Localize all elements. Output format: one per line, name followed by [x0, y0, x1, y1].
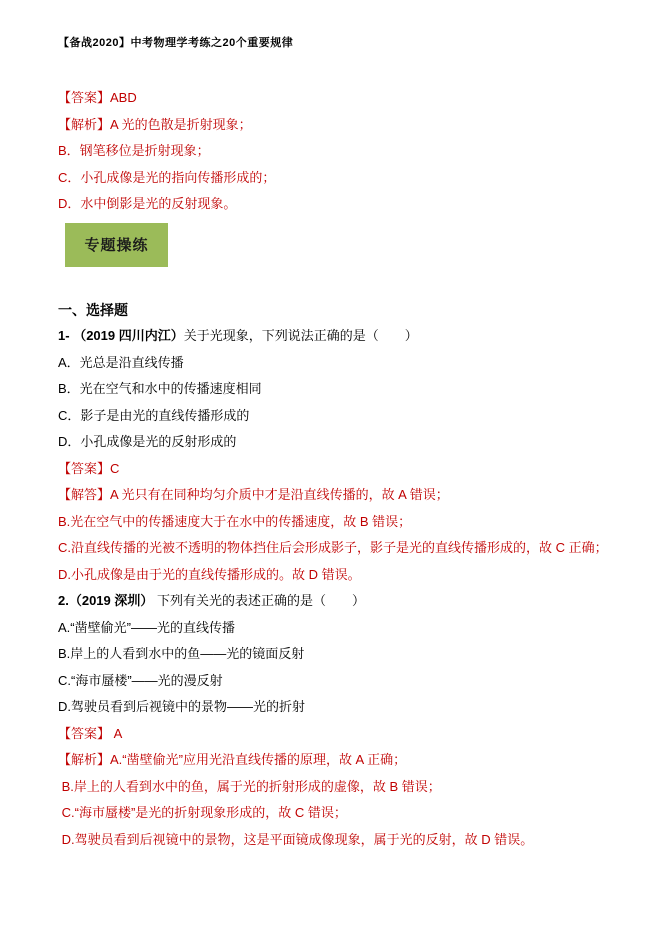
question-2-explanation-c: C.“海市蜃楼”是光的折射现象形成的，故 C 错误；	[58, 805, 347, 820]
intro-answer-line: 【答案】ABD	[58, 90, 137, 105]
question-1-explanation-b: B.光在空气中的传播速度大于在水中的传播速度，故 B 错误；	[58, 513, 412, 529]
question-2-explanation-d: D.驾驶员看到后视镜中的景物，这是平面镜成像现象，属于光的反射，故 D 错误。	[58, 831, 534, 847]
question-1-option-a: A．光总是沿直线传播	[58, 354, 184, 370]
question-2-number: 2.	[58, 593, 69, 608]
question-1-option-c: C．影子是由光的直线传播形成的	[58, 407, 250, 423]
question-1-block	[58, 323, 621, 588]
question-1-source: （2019 四川内江）	[73, 328, 184, 343]
question-1-stem-text: 关于光现象，下列说法正确的是（ ）	[183, 328, 418, 343]
intro-solution-block	[58, 85, 621, 218]
question-2-source: （2019 深圳）	[68, 593, 154, 608]
question-1-explanation-c: C.沿直线传播的光被不透明的物体挡住后会形成影子，影子是光的直线传播形成的，故 C 正确；	[58, 540, 608, 555]
intro-explanation-line-c: C．小孔成像是光的指向传播形成的；	[58, 169, 276, 185]
question-1-option-b: B．光在空气和水中的传播速度相同	[58, 381, 262, 396]
question-2-block	[58, 588, 621, 853]
question-2-stem	[58, 588, 621, 615]
topic-practice-button-label: 专题操练	[84, 237, 149, 254]
intro-explanation-line-d: D．水中倒影是光的反射现象。	[58, 196, 237, 211]
question-2-option-b: B.岸上的人看到水中的鱼——光的镜面反射	[58, 646, 305, 661]
question-2-answer: 【答案】 A	[58, 725, 123, 741]
question-2-stem-text: 下列有关光的表述正确的是（ ）	[157, 593, 366, 608]
question-2-explanation-b: B.岸上的人看到水中的鱼，属于光的折射形成的虚像，故 B 错误；	[58, 778, 441, 794]
question-1-explanation-a: 【解答】A 光只有在同种均匀介质中才是沿直线传播的，故 A 错误；	[58, 487, 449, 502]
question-2-option-a: A.“凿壁偷光”——光的直线传播	[58, 619, 235, 635]
document-header: 【备战2020】中考物理学考练之20个重要规律	[58, 37, 294, 49]
topic-practice-button[interactable]	[65, 223, 168, 267]
section-title: 一、选择题	[58, 301, 128, 318]
question-1-explanation-d: D.小孔成像是由于光的直线传播形成的。故 D 错误。	[58, 566, 361, 582]
question-1-number: 1-	[58, 328, 70, 343]
question-2-option-d: D.驾驶员看到后视镜中的景物——光的折射	[58, 699, 306, 714]
question-1-option-d: D．小孔成像是光的反射形成的	[58, 434, 237, 449]
question-1-stem	[58, 323, 621, 350]
question-2-option-c: C.“海市蜃楼”——光的漫反射	[58, 672, 223, 688]
intro-explanation-line-a: 【解析】A 光的色散是折射现象；	[58, 116, 252, 132]
question-2-explanation-a: 【解析】A.“凿壁偷光”应用光沿直线传播的原理，故 A 正确；	[58, 752, 407, 767]
question-1-answer: 【答案】C	[58, 460, 120, 476]
intro-explanation-line-b: B．钢笔移位是折射现象；	[58, 143, 210, 158]
